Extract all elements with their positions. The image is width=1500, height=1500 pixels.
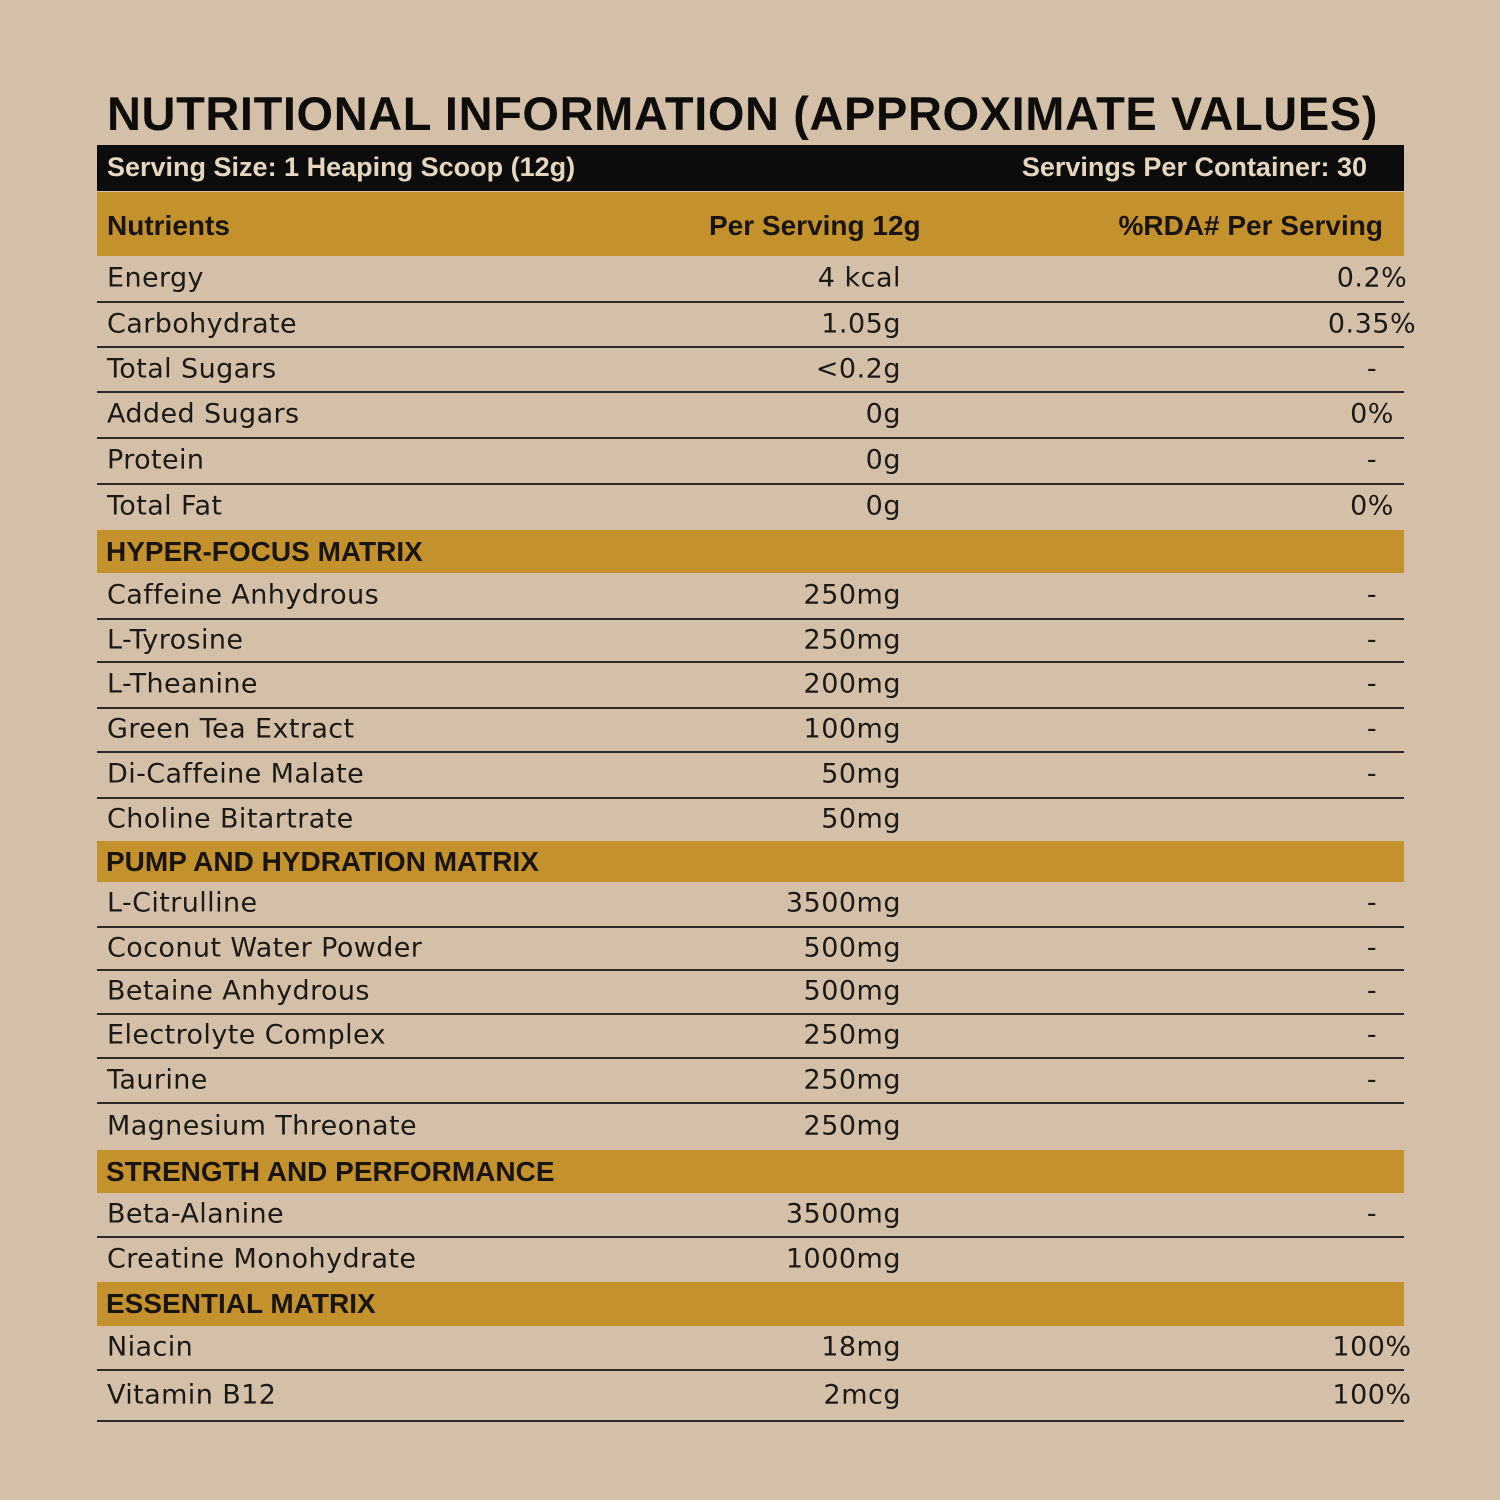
- nutrient-amount: 500mg: [803, 931, 901, 963]
- table-row: [97, 348, 1404, 393]
- table-row: [97, 709, 1404, 753]
- nutrient-rda: -: [1366, 444, 1378, 476]
- nutrient-amount: 50mg: [821, 803, 901, 835]
- nutrient-amount: 2mcg: [823, 1378, 901, 1410]
- nutrient-name: Vitamin B12: [107, 1378, 277, 1410]
- nutrient-name: Protein: [107, 444, 205, 476]
- section-header-essential: [97, 1282, 1404, 1326]
- nutrient-name: Betaine Anhydrous: [107, 975, 370, 1007]
- nutrient-rda: -: [1366, 1063, 1378, 1095]
- table-row: [97, 928, 1404, 971]
- nutrient-amount: 0g: [865, 398, 901, 430]
- nutrient-amount: 250mg: [803, 1063, 901, 1095]
- nutrient-rda: 0%: [1350, 398, 1394, 430]
- nutrient-name: Niacin: [107, 1330, 194, 1362]
- table-row: [97, 485, 1404, 529]
- section-header-pump-hydration: [97, 841, 1404, 882]
- nutrient-amount: 250mg: [803, 623, 901, 655]
- nutrient-amount: <0.2g: [815, 352, 901, 384]
- nutrient-rda: -: [1366, 931, 1378, 963]
- section-header-strength-performance: [97, 1150, 1404, 1193]
- nutrient-rda: 0.2%: [1336, 261, 1408, 293]
- nutrient-name: Coconut Water Powder: [107, 931, 423, 963]
- nutrient-amount: 18mg: [821, 1330, 901, 1362]
- section-header-hyper-focus: [97, 530, 1404, 573]
- nutrient-name: Total Sugars: [107, 352, 277, 384]
- nutrient-name: L-Citrulline: [107, 887, 258, 919]
- table-row: [97, 1193, 1404, 1238]
- column-header-nutrients: Nutrients: [107, 210, 230, 241]
- nutrient-name: Choline Bitartrate: [107, 803, 354, 835]
- table-row: [97, 799, 1404, 841]
- nutrient-name: Total Fat: [107, 490, 223, 522]
- serving-size: Serving Size: 1 Heaping Scoop (12g): [107, 152, 576, 182]
- table-row: [97, 439, 1404, 485]
- nutrient-rda: -: [1366, 579, 1378, 611]
- section-title: PUMP AND HYDRATION MATRIX: [106, 845, 539, 877]
- nutrient-amount: 3500mg: [785, 1197, 901, 1229]
- section-title: ESSENTIAL MATRIX: [106, 1288, 376, 1319]
- nutrient-rda: -: [1366, 352, 1378, 384]
- nutrient-amount: 0g: [865, 490, 901, 522]
- nutrient-name: Creatine Monohydrate: [107, 1243, 417, 1275]
- nutrient-rda: -: [1366, 887, 1378, 919]
- section-title: HYPER-FOCUS MATRIX: [106, 535, 423, 567]
- table-row: [97, 663, 1404, 709]
- nutrient-rda: -: [1366, 975, 1378, 1007]
- nutrient-name: Beta-Alanine: [107, 1197, 285, 1229]
- nutrient-name: Di-Caffeine Malate: [107, 758, 365, 790]
- nutrient-rda: 100%: [1332, 1330, 1412, 1362]
- nutrient-amount: 50mg: [821, 758, 901, 790]
- nutrient-rda: 100%: [1332, 1378, 1412, 1410]
- nutrient-name: Energy: [107, 261, 204, 293]
- table-row: [97, 256, 1408, 303]
- table-row: [97, 1238, 1404, 1282]
- table-row: [97, 1015, 1404, 1059]
- nutrient-rda: 0%: [1350, 490, 1394, 522]
- nutrient-amount: 4 kcal: [817, 261, 901, 293]
- nutrient-rda: -: [1366, 1197, 1378, 1229]
- nutrient-amount: 250mg: [803, 1019, 901, 1051]
- serving-info-bar: [97, 145, 1404, 191]
- table-row: [97, 1371, 1412, 1422]
- nutrient-name: L-Tyrosine: [107, 623, 244, 655]
- nutrient-amount: 500mg: [803, 975, 901, 1007]
- nutrient-name: Electrolyte Complex: [107, 1019, 386, 1051]
- nutrient-amount: 250mg: [803, 1110, 901, 1142]
- nutrient-amount: 1000mg: [785, 1243, 901, 1275]
- column-header-rda: %RDA# Per Serving: [1118, 210, 1383, 241]
- page-title: NUTRITIONAL INFORMATION (APPROXIMATE VALUES): [107, 87, 1378, 140]
- table-row: [97, 303, 1417, 348]
- nutrient-amount: 3500mg: [785, 887, 901, 919]
- nutrient-rda: -: [1366, 758, 1378, 790]
- table-row: [97, 1104, 1404, 1150]
- column-header-per-serving: Per Serving 12g: [709, 210, 921, 241]
- nutrient-name: Carbohydrate: [107, 307, 298, 339]
- nutrient-name: Taurine: [107, 1063, 208, 1095]
- nutrient-rda: -: [1366, 668, 1378, 700]
- nutrient-name: Magnesium Threonate: [107, 1110, 417, 1142]
- nutrient-name: L-Theanine: [107, 668, 258, 700]
- nutrient-name: Caffeine Anhydrous: [107, 579, 380, 611]
- nutrient-rda: 0.35%: [1327, 307, 1417, 339]
- nutrient-amount: 0g: [865, 444, 901, 476]
- nutrient-amount: 250mg: [803, 579, 901, 611]
- nutrient-amount: 1.05g: [821, 307, 901, 339]
- table-row: [97, 1059, 1404, 1104]
- table-row: [97, 882, 1404, 928]
- servings-per-container: Servings Per Container: 30: [1021, 152, 1367, 182]
- nutrient-rda: -: [1366, 713, 1378, 745]
- nutrient-name: Added Sugars: [107, 398, 300, 430]
- nutrient-amount: 200mg: [803, 668, 901, 700]
- table-row: [97, 620, 1404, 663]
- table-header: [97, 192, 1404, 256]
- nutrient-name: Green Tea Extract: [107, 713, 355, 745]
- table-row: [97, 971, 1404, 1015]
- section-title: STRENGTH AND PERFORMANCE: [106, 1155, 555, 1187]
- nutrient-rda: -: [1366, 623, 1378, 655]
- table-row: [97, 753, 1404, 799]
- table-row: [97, 393, 1404, 439]
- table-row: [97, 1326, 1412, 1371]
- table-row: [97, 574, 1404, 620]
- nutrient-amount: 100mg: [803, 713, 901, 745]
- nutrient-rda: -: [1366, 1019, 1378, 1051]
